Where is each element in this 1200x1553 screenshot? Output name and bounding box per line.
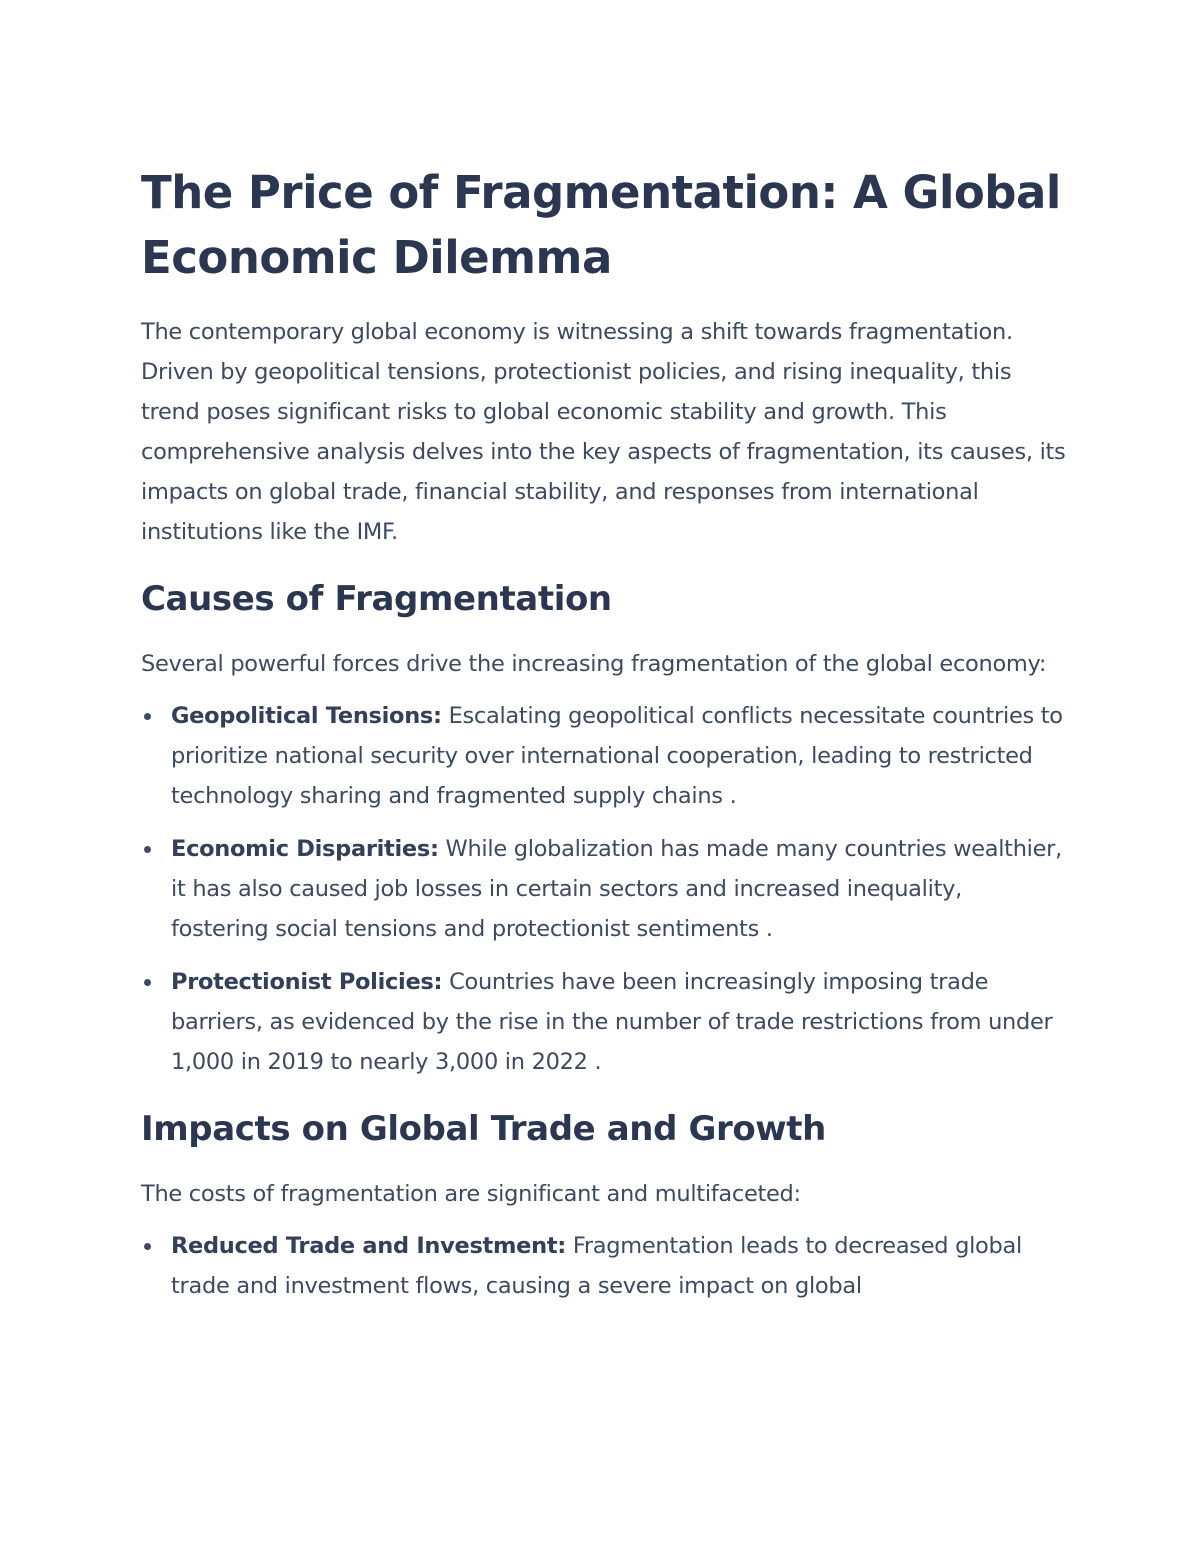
list-item (141, 696, 1066, 816)
list-item-text: Escalating geopolitical conflicts necessitate countries to prioritize national security over international cooperation, leading to restricted technology sharing and fragmented supply chains . (171, 703, 1063, 809)
bullet-icon (144, 846, 151, 853)
bullet-icon (144, 979, 151, 986)
list-item-term: Reduced Trade and Investment: (171, 1233, 566, 1259)
impacts-list (141, 1226, 1066, 1306)
list-item-text: While globalization has made many countries wealthier, it has also caused job losses in certain sectors and increased inequality, fostering social tensions and protectionist sentiments . (171, 836, 1062, 942)
list-item-term: Economic Disparities: (171, 836, 439, 862)
list-item-text: Countries have been increasingly imposing trade barriers, as evidenced by the rise in the number of trade restrictions from under 1,000 in 2019 to nearly 3,000 in 2022 . (171, 969, 1053, 1075)
list-item (141, 1226, 1066, 1306)
document-title: The Price of Fragmentation: A Global Economic Dilemma (141, 166, 1061, 284)
intro-paragraph: The contemporary global economy is witnessing a shift towards fragmentation. Driven by geopolitical tensions, protectionist policies, and rising inequality, this trend poses significant risks to global economic stability and growth. This comprehensive analysis delves into the key aspects of fragmentation, its causes, its impacts on global trade, financial stability, and responses from international institutions like the IMF. (141, 319, 1066, 545)
bullet-icon (144, 1243, 151, 1250)
section-heading-causes: Causes of Fragmentation (141, 579, 612, 619)
section-lead-causes: Several powerful forces drive the increasing fragmentation of the global economy: (141, 651, 1047, 677)
list-item-term: Protectionist Policies: (171, 969, 443, 995)
document-page (141, 160, 1066, 1319)
list-item-text: Fragmentation leads to decreased global trade and investment flows, causing a severe impact on global (171, 1233, 1022, 1299)
list-item (141, 962, 1066, 1082)
bullet-icon (144, 713, 151, 720)
section-lead-impacts: The costs of fragmentation are significant and multifaceted: (141, 1181, 801, 1207)
causes-list (141, 696, 1066, 1082)
list-item (141, 829, 1066, 949)
section-heading-impacts: Impacts on Global Trade and Growth (141, 1109, 826, 1149)
list-item-term: Geopolitical Tensions: (171, 703, 442, 729)
